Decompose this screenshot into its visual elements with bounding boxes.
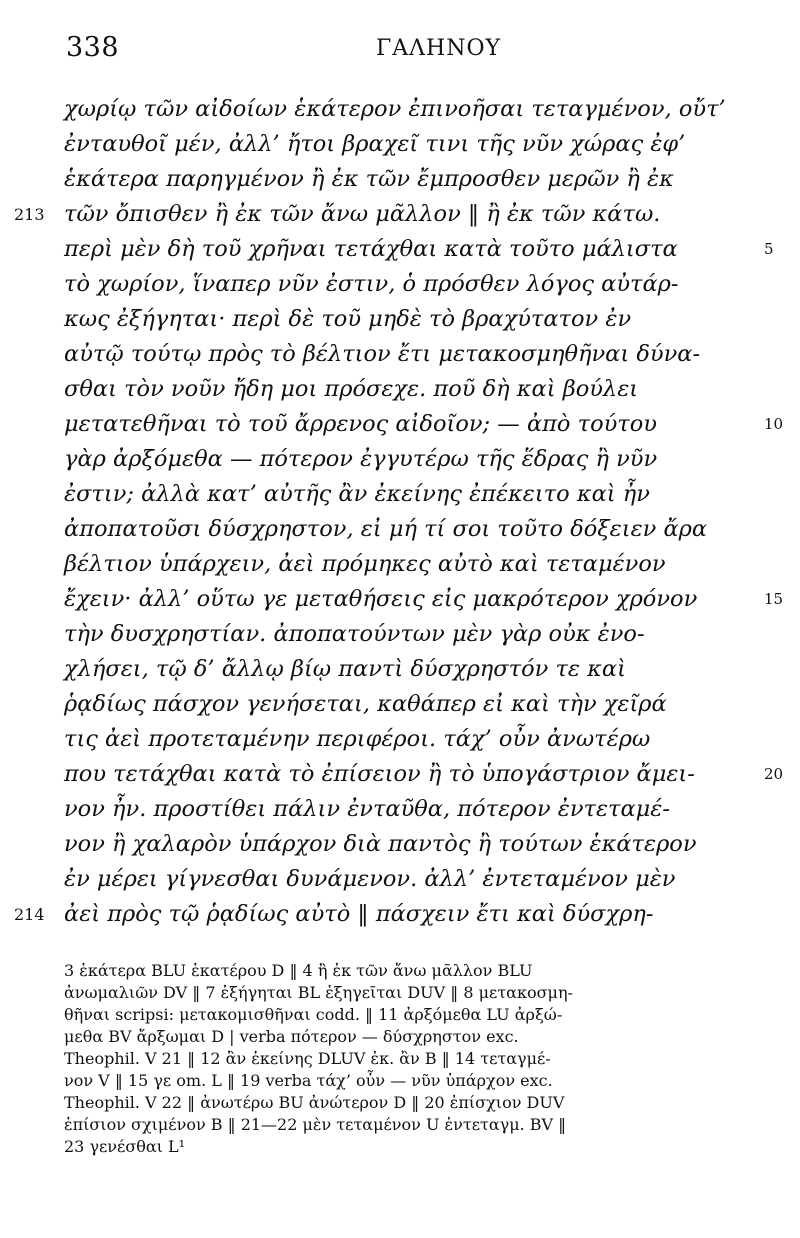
line-text: τὸ χωρίον, ἵναπερ νῦν ἐστιν, ὁ πρόσθεν λόγος αὐτάρ- (64, 271, 679, 297)
text-line (64, 407, 784, 442)
text-line (64, 232, 774, 267)
text-line (64, 302, 764, 337)
text-line (14, 897, 764, 932)
text-line (64, 477, 764, 512)
apparatus-line: νον V ‖ 15 γε om. L ‖ 19 verba τάχ’ οὖν — νῦν ὑπάρχον exc. (64, 1071, 553, 1090)
line-text: ἐστιν; ἀλλὰ κατ’ αὐτῆς ἂν ἐκείνης ἐπέκειτο καὶ ἦν (64, 481, 650, 507)
text-line (64, 337, 764, 372)
apparatus-line: ἐπίσιον σχιμένον B ‖ 21—22 μὲν τεταμένον U ἐντεταγμ. BV ‖ (64, 1115, 567, 1134)
line-text: γὰρ ἀρξόμεθα — πότερον ἐγγυτέρω τῆς ἕδρας ἢ νῦν (64, 446, 658, 472)
line-text: αὐτῷ τούτῳ πρὸς τὸ βέλτιον ἔτι μετακοσμηθῆναι δύνα- (64, 341, 701, 367)
line-text: περὶ μὲν δὴ τοῦ χρῆναι τετάχθαι κατὰ τοῦτο μάλιστα (64, 236, 678, 262)
line-text: ἐνταυθοῖ μέν, ἀλλ’ ἤτοι βραχεῖ τινι τῆς νῦν χώρας ἐφ’ (64, 131, 686, 157)
line-text: ἑκάτερα παρηγμένον ἢ ἐκ τῶν ἔμπροσθεν μερῶν ἢ ἐκ (64, 166, 674, 192)
line-text: τις ἀεὶ προτεταμένην περιφέροι. τάχ’ οὖν ἀνωτέρω (64, 726, 651, 752)
page-number: 338 (66, 32, 120, 63)
text-line (64, 617, 764, 652)
line-text: βέλτιον ὑπάρχειν, ἀεὶ πρόμηκες αὐτὸ καὶ τεταμένον (64, 551, 666, 577)
line-text: χωρίῳ τῶν αἰδοίων ἑκάτερον ἐπινοῆσαι τεταγμένον, οὔτ’ (64, 96, 726, 122)
apparatus-line: Theophil. V 22 ‖ ἀνωτέρω BU ἀνώτερον D ‖ 20 ἐπίσχιον DUV (64, 1093, 565, 1112)
apparatus-line: θῆναι scripsi: μετακομισθῆναι codd. ‖ 11 ἀρξόμεθα LU ἀρξώ- (64, 1005, 563, 1024)
text-line (64, 757, 784, 792)
main-text-block (14, 92, 784, 932)
line-number: 20 (764, 765, 784, 783)
line-text: σθαι τὸν νοῦν ἤδη μοι πρόσεχε. ποῦ δὴ καὶ βούλει (64, 376, 639, 402)
apparatus-line: 3 ἑκάτερα BLU ἑκατέρου D ‖ 4 ἢ ἐκ τῶν ἄνω μᾶλλον BLU (64, 961, 533, 980)
page-marker: 214 (14, 905, 45, 924)
text-line (64, 127, 764, 162)
line-text: ἀεὶ πρὸς τῷ ῥᾳδίως αὐτὸ ‖ πάσχειν ἔτι καὶ δύσχρη- (64, 901, 654, 927)
apparatus-line: μεθα BV ἄρξωμαι D | verba πότερον — δύσχρηστον exc. (64, 1027, 519, 1046)
line-text: ἔχειν· ἀλλ’ οὕτω γε μεταθήσεις εἰς μακρότερον χρόνον (64, 586, 698, 612)
line-text: κως ἐξήγηται· περὶ δὲ τοῦ μηδὲ τὸ βραχύτατον ἐν (64, 306, 632, 332)
text-line (14, 197, 764, 232)
text-line (64, 687, 764, 722)
apparatus-line: Theophil. V 21 ‖ 12 ἂν ἐκείνης DLUV ἐκ. ἂν B ‖ 14 τεταγμέ- (64, 1049, 551, 1068)
text-line (64, 442, 764, 477)
critical-apparatus (64, 960, 764, 1158)
line-text: που τετάχθαι κατὰ τὸ ἐπίσειον ἢ τὸ ὑπογάστριον ἄμει- (64, 761, 695, 787)
text-line (64, 722, 764, 757)
line-text: μετατεθῆναι τὸ τοῦ ἄρρενος αἰδοῖον; — ἀπὸ τούτου (64, 411, 657, 437)
text-line (64, 582, 784, 617)
text-line (64, 267, 764, 302)
text-line (64, 547, 764, 582)
text-line (64, 652, 764, 687)
line-text: νον ἢ χαλαρὸν ὑπάρχον διὰ παντὸς ἢ τούτων ἑκάτερον (64, 831, 697, 857)
page-marker: 213 (14, 205, 45, 224)
text-line (64, 792, 764, 827)
text-line (64, 862, 764, 897)
text-line (64, 827, 764, 862)
text-line (64, 92, 764, 127)
line-number: 15 (764, 590, 784, 608)
apparatus-line: 23 γενέσθαι L¹ (64, 1137, 186, 1156)
apparatus-line: ἀνωμαλιῶν DV ‖ 7 ἐξήγηται BL ἐξηγεῖται DUV ‖ 8 μετακοσμη- (64, 983, 573, 1002)
text-line (64, 512, 764, 547)
running-title: ΓΑΛΗΝΟΥ (376, 36, 502, 61)
line-text: νον ἦν. προστίθει πάλιν ἐνταῦθα, πότερον ἐντεταμέ- (64, 796, 670, 822)
line-number: 5 (764, 240, 774, 258)
line-text: χλήσει, τῷ δ’ ἄλλῳ βίῳ παντὶ δύσχρηστόν τε καὶ (64, 656, 626, 682)
line-text: ῥᾳδίως πάσχον γενήσεται, καθάπερ εἰ καὶ τὴν χεῖρά (64, 691, 667, 717)
line-text: τὴν δυσχρηστίαν. ἀποπατούντων μὲν γὰρ οὐκ ἐνο- (64, 621, 645, 647)
text-line (64, 162, 764, 197)
text-line (64, 372, 764, 407)
line-text: τῶν ὄπισθεν ἢ ἐκ τῶν ἄνω μᾶλλον ‖ ἢ ἐκ τῶν κάτω. (64, 201, 661, 227)
page-header (58, 28, 758, 68)
line-text: ἐν μέρει γίγνεσθαι δυνάμενον. ἀλλ’ ἐντεταμένον μὲν (64, 866, 676, 892)
line-number: 10 (764, 415, 784, 433)
line-text: ἀποπατοῦσι δύσχρηστον, εἰ μή τί σοι τοῦτο δόξειεν ἄρα (64, 516, 708, 542)
